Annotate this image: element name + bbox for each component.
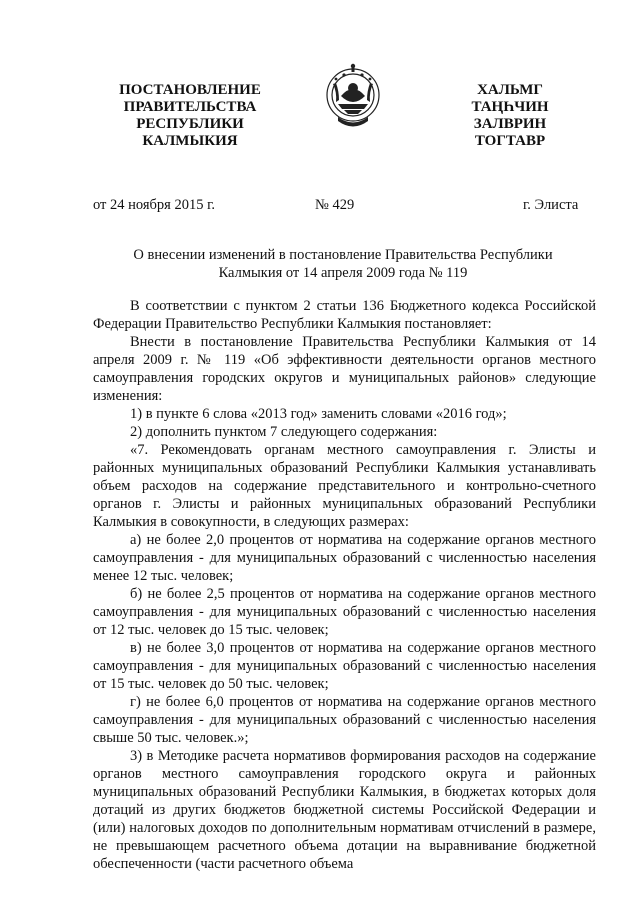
header-kalmyk-title xyxy=(440,82,580,150)
header-right-line-4: ТОГТАВР xyxy=(474,133,546,149)
header-left-line-3: РЕСПУБЛИКИ xyxy=(136,116,244,132)
paragraph-point-7: «7. Рекомендовать органам местного самоуправления г. Элисты и районных муниципальных образований Республики Калмыкия устанавливать объем расходов на содержание представительного и контрольно-счетного органов г. Элисты и районных муниципальных образований Республики Калмыкия в совокупности, в следующих размерах: xyxy=(93,442,596,530)
header-right-line-2: ТАҢҺЧИН xyxy=(471,99,549,115)
document-title xyxy=(93,246,593,282)
paragraph-sub-g: г) не более 6,0 процентов от норматива на содержание органов местного самоуправления - для муниципальных образований с численностью населения свыше 50 тыс. человек.»; xyxy=(93,694,596,746)
header-left-line-1: ПОСТАНОВЛЕНИЕ xyxy=(119,82,261,98)
decree-date: от 24 ноября 2015 г. xyxy=(93,197,216,213)
paragraph-item-3: 3) в Методике расчета нормативов формирования расходов на содержание органов местного самоуправления городского округа и районных муниципальных образований Республики Калмыкия, в бюджетах которых доля дотаций из других бюджетов бюджетной системы Российской Федерации и (или) налоговых доходов по дополнительным нормативам отчислений в размере, не превышающем расчетного объема дотации на выравнивание бюджетной обеспеченности (части расчетного объема xyxy=(93,748,596,872)
decree-number: № 429 xyxy=(315,197,355,213)
header-left-line-4: КАЛМЫКИЯ xyxy=(142,133,238,149)
paragraph-preamble: В соответствии с пунктом 2 статьи 136 Бюджетного кодекса Российской Федерации Правительство Республики Калмыкия постановляет: xyxy=(93,298,596,332)
title-line-1: О внесении изменений в постановление Правительства Республики xyxy=(133,247,553,263)
paragraph-sub-b: б) не более 2,5 процентов от норматива на содержание органов местного самоуправления - для муниципальных образований с численностью населения от 12 тыс. человек до 15 тыс. человек; xyxy=(93,586,596,638)
kalmykia-coat-of-arms-icon xyxy=(324,62,382,134)
header-right-line-1: ХАЛЬМГ xyxy=(477,82,543,98)
header-left-line-2: ПРАВИТЕЛЬСТВА xyxy=(123,99,257,115)
header-russian-title xyxy=(95,82,285,150)
document-body xyxy=(93,297,596,873)
title-line-2: Калмыкия от 14 апреля 2009 года № 119 xyxy=(218,265,468,281)
paragraph-amend-intro: Внести в постановление Правительства Республики Калмыкия от 14 апреля 2009 г. № 119 «Об эффективности деятельности органов местного самоуправления городских округов и муниципальных районов» следующие изменения: xyxy=(93,334,596,404)
paragraph-item-1: 1) в пункте 6 слова «2013 год» заменить словами «2016 год»; xyxy=(130,406,507,422)
paragraph-sub-v: в) не более 3,0 процентов от норматива на содержание органов местного самоуправления - для муниципальных образований с численностью населения от 15 тыс. человек до 50 тыс. человек; xyxy=(93,640,596,692)
decree-city: г. Элиста xyxy=(523,197,579,213)
paragraph-sub-a: а) не более 2,0 процентов от норматива на содержание органов местного самоуправления - для муниципальных образований с численностью населения менее 12 тыс. человек; xyxy=(93,532,596,584)
paragraph-item-2: 2) дополнить пунктом 7 следующего содержания: xyxy=(130,424,438,440)
header-right-line-3: ЗАЛВРИН xyxy=(473,116,547,132)
